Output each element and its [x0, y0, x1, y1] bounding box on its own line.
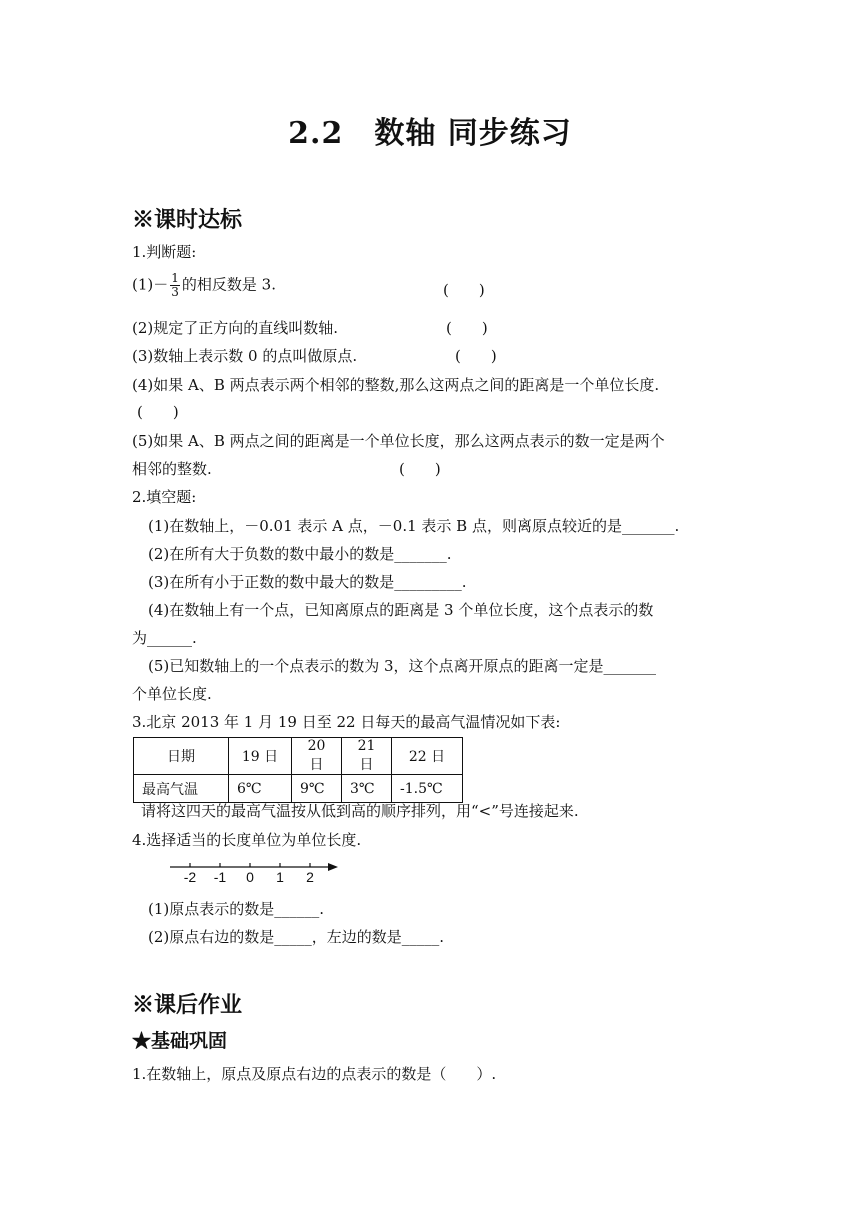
fraction-denominator: 3 [171, 285, 179, 299]
table-cell: 最高气温 [134, 775, 229, 803]
answer-paren: ( ) [446, 319, 488, 337]
section-heading-homework: ※课后作业 [132, 992, 243, 1018]
q2-item: (4)在数轴上有一个点，已知离原点的距离是 3 个单位长度，这个点表示的数 [148, 601, 654, 619]
q4-item: (2)原点右边的数是_____，左边的数是_____. [148, 928, 445, 946]
axis-tick-label: -1 [213, 869, 227, 885]
fraction [170, 272, 180, 299]
q1-item-1-prefix: (1)－ [132, 275, 169, 294]
temperature-table [133, 737, 463, 803]
q4-label: 4.选择适当的长度单位为单位长度. [132, 831, 362, 849]
q2-item-continued: 个单位长度. [132, 685, 212, 703]
section-heading-class-goals: ※课时达标 [132, 207, 243, 233]
answer-paren: ( ) [399, 460, 441, 478]
table-cell: 3℃ [342, 775, 392, 803]
axis-tick-label: 0 [246, 869, 254, 885]
q2-item: (2)在所有大于负数的数中最小的数是_______. [148, 545, 452, 563]
axis-tick-label: 2 [306, 869, 314, 885]
q1-item-1-suffix: 的相反数是 3. [181, 275, 276, 294]
number-line [168, 858, 344, 888]
arrow-head-icon [328, 863, 338, 871]
answer-paren: ( ) [443, 281, 485, 299]
axis-tick-label: 1 [276, 869, 284, 885]
q3-label: 3.北京 2013 年 1 月 19 日至 22 日每天的最高气温情况如下表: [132, 713, 561, 731]
table-cell: 日期 [134, 738, 229, 775]
q3-instruction: 请将这四天的最高气温按从低到高的顺序排列，用“<”号连接起来. [141, 802, 579, 820]
table-row [134, 775, 463, 803]
homework-q1: 1.在数轴上，原点及原点右边的点表示的数是（ ）. [132, 1065, 497, 1083]
q1-item-3: (3)数轴上表示数 0 的点叫做原点. [132, 347, 358, 365]
table-row [134, 738, 463, 775]
table-cell: -1.5℃ [392, 775, 463, 803]
axis-tick-label: -2 [183, 869, 197, 885]
q1-item-5-line2: 相邻的整数. [132, 460, 212, 478]
q1-item-4: (4)如果 A、B 两点表示两个相邻的整数,那么这两点之间的距离是一个单位长度. [132, 376, 660, 394]
table-cell: 20 日 [292, 738, 342, 775]
q2-item-continued: 为______. [132, 629, 197, 647]
subsection-heading-basics: ★基础巩固 [132, 1030, 228, 1052]
q4-item: (1)原点表示的数是______. [148, 900, 325, 918]
answer-paren: ( ) [455, 347, 497, 365]
axis-ticks [184, 863, 314, 885]
table-cell: 19 日 [229, 738, 292, 775]
q1-item-1 [132, 272, 276, 299]
q2-label: 2.填空题: [132, 488, 197, 506]
answer-paren: ( ) [137, 403, 179, 421]
q1-item-2: (2)规定了正方向的直线叫数轴. [132, 319, 339, 337]
table-cell: 6℃ [229, 775, 292, 803]
q2-item: (3)在所有小于正数的数中最大的数是_________. [148, 573, 467, 591]
q2-item: (5)已知数轴上的一个点表示的数为 3，这个点离开原点的距离一定是_______ [148, 657, 657, 675]
table-cell: 22 日 [392, 738, 463, 775]
q1-item-5-line1: (5)如果 A、B 两点之间的距离是一个单位长度，那么这两点表示的数一定是两个 [132, 432, 665, 450]
table-cell: 9℃ [292, 775, 342, 803]
fraction-numerator: 1 [171, 271, 179, 285]
page-title: 2.2 数轴 同步练习 [288, 116, 572, 151]
q1-label: 1.判断题: [132, 243, 197, 261]
q2-item: (1)在数轴上，－0.01 表示 A 点，－0.1 表示 B 点，则离原点较近的是_______. [148, 517, 680, 535]
table-cell: 21 日 [342, 738, 392, 775]
